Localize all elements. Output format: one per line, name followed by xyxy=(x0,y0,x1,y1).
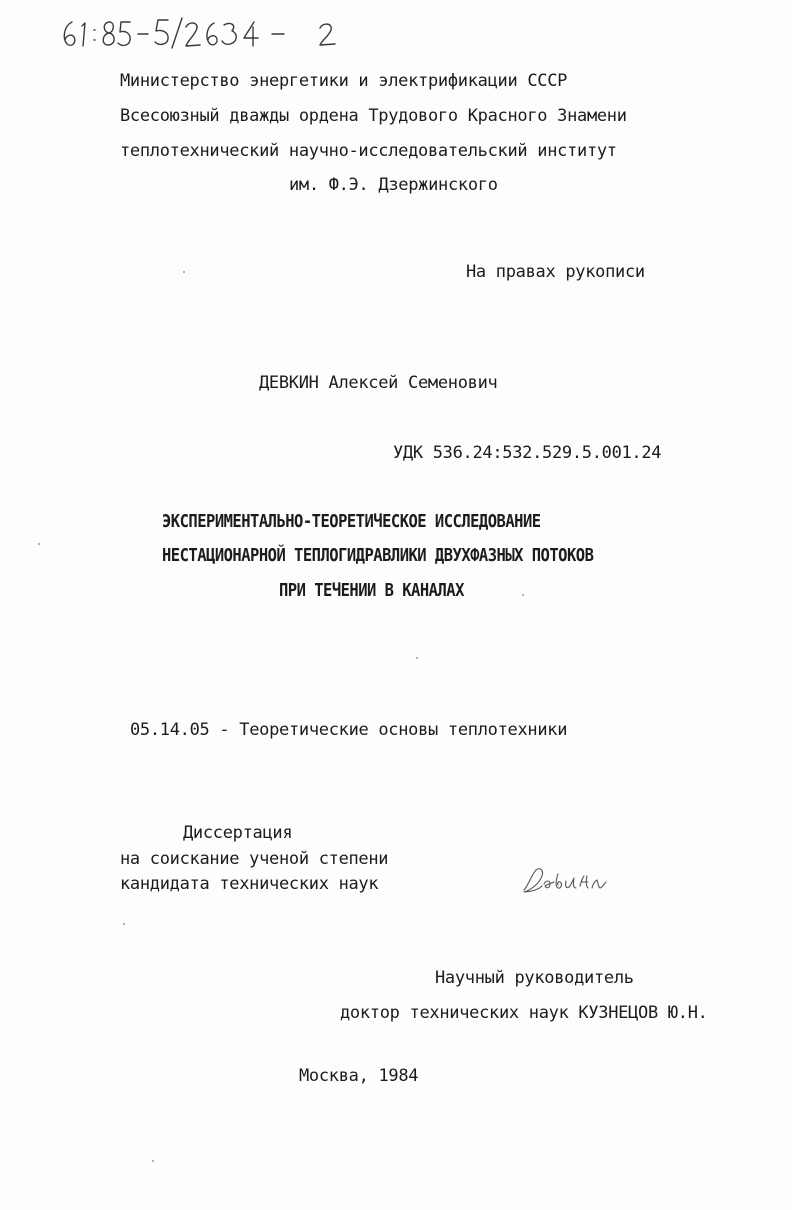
scan-speck xyxy=(152,1160,154,1162)
institute-line-3: им. Ф.Э. Дзержинского xyxy=(289,175,498,195)
scan-speck xyxy=(416,657,418,659)
scan-speck xyxy=(183,271,185,273)
scan-speck xyxy=(38,543,40,545)
degree-line-1: Диссертация xyxy=(183,823,293,843)
ministry-line: Министерство энергетики и электрификации СССР xyxy=(120,71,568,91)
advisor-name: доктор технических наук КУЗНЕЦОВ Ю.Н. xyxy=(340,1003,708,1023)
handwritten-catalog-note xyxy=(58,12,348,54)
place-year: Москва, 1984 xyxy=(299,1066,419,1086)
institute-line-2: теплотехнический научно-исследовательский институт xyxy=(120,141,617,161)
specialty-line: 05.14.05 - Теоретические основы теплотехники xyxy=(130,720,568,740)
institute-line-1: Всесоюзный дважды ордена Трудового Красного Знамени xyxy=(120,106,627,126)
author-name: ДЕВКИН Алексей Семенович xyxy=(259,373,498,393)
degree-line-2: на соискание ученой степени xyxy=(120,849,389,869)
rights-note: На правах рукописи xyxy=(466,262,645,282)
scan-speck xyxy=(522,594,524,596)
scan-speck xyxy=(123,923,125,925)
udc-code: УДК 536.24:532.529.5.001.24 xyxy=(393,443,662,463)
title-line-2: НЕСТАЦИОНАРНОЙ ТЕПЛОГИДРАВЛИКИ ДВУХФАЗНЫХ ПОТОКОВ xyxy=(162,545,594,566)
author-signature xyxy=(518,862,618,898)
degree-line-3: кандидата технических наук xyxy=(120,874,379,894)
title-line-1: ЭКСПЕРИМЕНТАЛЬНО-ТЕОРЕТИЧЕСКОЕ ИССЛЕДОВАНИЕ xyxy=(162,511,541,532)
title-line-3: ПРИ ТЕЧЕНИИ В КАНАЛАХ xyxy=(279,580,464,601)
advisor-label: Научный руководитель xyxy=(435,968,634,988)
